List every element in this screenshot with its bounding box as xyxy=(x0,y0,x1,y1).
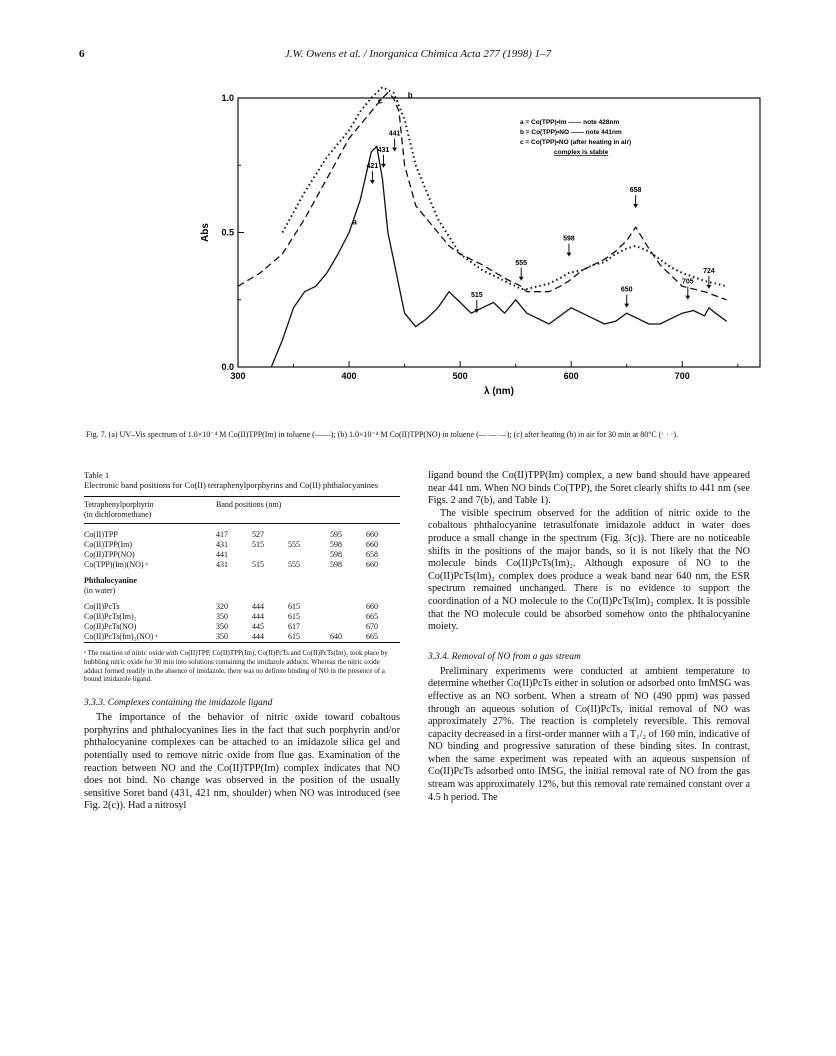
right-paragraph-2: The visible spectrum observed for the addition of nitric oxide to the cobaltous phthalocyanine tetrasulfonate imidazole adduct in water does produce a small change in the spectrum (Fig. 3(c)). There are no noticeable shifts in the positions of the major bands, so it is not likely that the NO molecule binds Co(II)PcTs(Im)₂. Although exposure of NO to the Co(II)PcTs(Im)₂ complex does produce a weak band near 640 nm, the ESR spectrum remained unchanged. There is no evidence to support the coordination of a NO molecule to the Co(II)PcTs(Im)₂ complex. It is possible that the NO molecule could be absorbed somehow onto the phthalocyanine moiety. xyxy=(428,507,750,633)
table-cell-value: 431 xyxy=(216,560,228,569)
table-row xyxy=(84,612,400,622)
table-cell-value: 617 xyxy=(288,622,300,631)
table-cell-value: 350 xyxy=(216,612,228,621)
table-row xyxy=(84,560,400,570)
table-header-bands: Band positions (nm) xyxy=(216,497,400,524)
peak-arrowhead xyxy=(370,180,375,184)
band-positions-table xyxy=(84,496,400,643)
table-cell-value xyxy=(330,612,366,622)
peak-arrowhead xyxy=(706,285,711,289)
table-cell-value xyxy=(366,570,400,586)
x-tick-label: 700 xyxy=(674,371,690,381)
table-cell-value: 417 xyxy=(216,530,228,539)
legend-entry: c = Co(TPP)•NO (after heating in air) xyxy=(520,139,632,146)
table-cell-value xyxy=(252,550,288,560)
section-333-paragraph: The importance of the behavior of nitric oxide toward cobaltous porphyrins and phthalocyanines lies in the fact that such porphyrin and/or phthalocyanine complexes can be attached to an imidazole silica gel and potentially used to remove nitric oxide from flue gas. Examination of the reaction between NO and the Co(II)TPP(Im) complex indicates that NO does not bind. No change was observed in the position of the usually sensitive Soret band (431, 421 nm, shoulder) when NO was introduced (see Fig. 2(c)). Had a nitrosyl xyxy=(84,712,400,812)
table-cell-compound: Co(TPP)(Im)(NO) ᵃ xyxy=(84,560,148,569)
table-cell-value: 670 xyxy=(366,622,378,631)
peak-label: 724 xyxy=(703,267,715,275)
table-cell-value: 615 xyxy=(288,602,300,611)
x-tick-label: 600 xyxy=(563,371,579,381)
table-cell-value xyxy=(330,570,366,586)
table-cell-value: 598 xyxy=(330,560,342,569)
journal-citation: J.W. Owens et al. / Inorganica Chimica Acta 277 (1998) 1–7 xyxy=(284,48,552,60)
table-header-compound xyxy=(84,497,216,524)
series-c-line xyxy=(282,87,726,289)
table-cell-value: 660 xyxy=(366,602,378,611)
table-cell-value: 640 xyxy=(330,632,366,643)
section-heading-334: 3.3.4. Removal of NO from a gas stream xyxy=(428,651,581,662)
peak-label: 515 xyxy=(470,292,483,300)
table-cell-value: 444 xyxy=(252,632,288,643)
table-row xyxy=(84,602,400,612)
table-row xyxy=(84,632,400,643)
y-tick-label: 0.5 xyxy=(221,227,234,238)
table-cell-value: 598 xyxy=(330,550,342,559)
table-footnote: ᵃ The reaction of nitric oxide with Co(II)TPP, Co(II)TPP(Im), Co(II)PcTs and Co(II)PcTs(Im)₂ took place by bubbling nitric oxide for 30 min into solutions containing the imidazole adducts. Whereas the nitric oxide adduct formed readily in the absence of imidazole, there was no definite binding of NO in the presence of a bound imidazole ligand. xyxy=(84,649,388,684)
table-cell-value: 444 xyxy=(252,602,264,611)
series-a-line xyxy=(271,146,726,367)
table-cell-value xyxy=(252,586,288,596)
section-heading-333: 3.3.3. Complexes containing the imidazole ligand xyxy=(84,698,273,709)
plot-frame xyxy=(238,98,760,367)
table-cell-value: 431 xyxy=(216,540,228,549)
table-cell-value: 350 xyxy=(216,632,252,643)
table-cell-value: 445 xyxy=(252,622,264,631)
table-cell-compound: Co(II)TPP(NO) xyxy=(84,550,135,559)
table-cell-compound: Co(II)PcTs xyxy=(84,602,120,611)
table-cell-value xyxy=(288,586,330,596)
table-cell-value: 615 xyxy=(288,612,300,621)
table-cell-value: 444 xyxy=(252,612,264,621)
table-cell-value xyxy=(216,570,252,586)
peak-label: 650 xyxy=(620,286,633,294)
curve-label-b: b xyxy=(407,91,413,100)
peak-arrowhead xyxy=(624,304,629,308)
table-cell-value: 350 xyxy=(216,622,228,631)
table-cell-value xyxy=(330,586,366,596)
table-cell-value: 555 xyxy=(288,560,300,569)
right-paragraph-1: ligand bound the Co(II)TPP(Im) complex, a new band should have appeared near 441 nm. When NO binds Co(TPP), the Soret clearly shifts to 441 nm (see Figs. 2 and 7(b), and Table 1). xyxy=(428,470,750,507)
table-header-row xyxy=(84,497,400,524)
peak-label: 441 xyxy=(388,130,401,138)
table-row xyxy=(84,550,400,560)
peak-arrowhead xyxy=(633,204,638,208)
table-row xyxy=(84,540,400,550)
table-cell-compound: Co(II)PcTs(Im)₂(NO) ᵃ xyxy=(84,632,216,643)
table-cell-value xyxy=(330,622,366,632)
header-line-1: Tetraphenylporphyrin xyxy=(84,500,154,509)
curve-label-c: c xyxy=(377,96,383,106)
table-cell-compound: Co(II)PcTs(Im)₂ xyxy=(84,612,137,621)
table-cell-value xyxy=(288,530,330,540)
table-cell-value xyxy=(216,586,252,596)
peak-arrowhead xyxy=(381,164,386,168)
legend-entry: a = Co(TPP)•Im —— note 428nm xyxy=(520,119,620,126)
figure-caption xyxy=(86,430,750,440)
table-description: Electronic band positions for Co(II) tetraphenylporphyrins and Co(II) phthalocyanines xyxy=(84,480,379,490)
x-tick-label: 300 xyxy=(230,371,246,381)
table-cell-value: 515 xyxy=(252,560,264,569)
peak-arrowhead xyxy=(566,253,571,257)
y-tick-label: 0.0 xyxy=(221,362,234,372)
x-axis-label: λ (nm) xyxy=(484,386,514,397)
y-tick-label: 1.0 xyxy=(221,93,234,103)
peak-label: 421 xyxy=(366,162,379,170)
table-row xyxy=(84,622,400,632)
peak-arrowhead xyxy=(519,277,524,281)
legend-note: complex is stable xyxy=(554,149,609,156)
curve-label-a: a xyxy=(352,217,357,227)
table-row xyxy=(84,530,400,540)
table-cell-value: 515 xyxy=(252,540,264,549)
table-cell-value xyxy=(288,570,330,586)
table-cell-value: 615 xyxy=(288,632,330,643)
peak-label: 598 xyxy=(563,235,575,243)
table-section-heading xyxy=(84,570,400,586)
legend-entry: b = Co(TPP)•NO —— note 441nm xyxy=(520,129,622,136)
right-column xyxy=(428,470,750,804)
peak-arrowhead xyxy=(685,296,690,300)
left-column xyxy=(84,470,400,813)
section-334-paragraph: Preliminary experiments were conducted at ambient temperature to determine whether Co(II)PcTs either in solution or adsorbed onto ImMSG was effective as an NO sorbent. When a stream of NO (490 ppm) was passed through an aqueous solution of Co(II)PcTs, initial removal of NO was approximately 27%. The reaction is completely reversible. This removal capacity decreased in a first-order manner with a T₁/₂ of 160 min, indicative of NO binding and progressive saturation of these binding sites. In contrast, when the same experiment was repeated with an aqueous suspension of Co(II)PcTs adsorbed onto IMSG, the initial removal rate of NO from the gas stream was approximately 12%, but this removal rate remained constant over a 4.5 h period. The xyxy=(428,665,750,803)
spectrum-chart xyxy=(190,80,790,425)
table-cell-value xyxy=(288,550,330,560)
spectrum-figure xyxy=(190,80,790,425)
running-head xyxy=(0,48,836,68)
table-cell-compound: Phthalocyanine xyxy=(84,576,137,585)
table-cell-value xyxy=(366,586,400,596)
peak-label: 705 xyxy=(681,278,694,286)
table-cell-value: 658 xyxy=(366,550,378,559)
table-section-subheading xyxy=(84,586,400,596)
peak-label: 658 xyxy=(629,187,642,195)
table-cell-value: 660 xyxy=(366,530,378,539)
table-cell-compound: Co(II)TPP xyxy=(84,530,118,539)
figure-caption-text: Fig. 7. (a) UV–Vis spectrum of 1.0×10⁻⁴ M Co(II)TPP(Im) in toluene (——); (b) 1.0×10⁻⁴ M Co(II)TPP(NO) in toluene (— — —); (c) after heating (b) in air for 30 min at 80°C (· · ·). xyxy=(86,430,679,439)
peak-label: 555 xyxy=(515,259,528,267)
table-cell-value: 665 xyxy=(366,612,378,621)
table-cell-value xyxy=(252,570,288,586)
table-cell-value: 320 xyxy=(216,602,228,611)
peak-arrowhead xyxy=(392,148,397,152)
table-cell-value: 660 xyxy=(366,540,378,549)
table-cell-value: 527 xyxy=(252,530,264,539)
table-cell-value: 441 xyxy=(216,550,228,559)
table-cell-compound: Co(II)TPP(Im) xyxy=(84,540,132,549)
table-cell-value: 660 xyxy=(366,560,378,569)
table-cell-value: 665 xyxy=(366,632,400,643)
y-axis-label: Abs xyxy=(200,223,211,242)
table-cell-value: 555 xyxy=(288,540,300,549)
table-title: Table 1 xyxy=(84,470,110,480)
peak-label: 431 xyxy=(377,146,390,154)
page-number: 6 xyxy=(79,48,85,60)
header-line-2: (in dichloromethane) xyxy=(84,510,152,519)
series-b-line xyxy=(238,93,727,300)
table-cell-value: 595 xyxy=(330,530,342,539)
table-cell-compound: (in water) xyxy=(84,586,116,595)
table-cell-compound: Co(II)PcTs(NO) xyxy=(84,622,137,631)
table-cell-value: 598 xyxy=(330,540,342,549)
table-cell-value xyxy=(330,602,366,612)
x-tick-label: 500 xyxy=(452,371,468,381)
x-tick-label: 400 xyxy=(341,371,357,381)
